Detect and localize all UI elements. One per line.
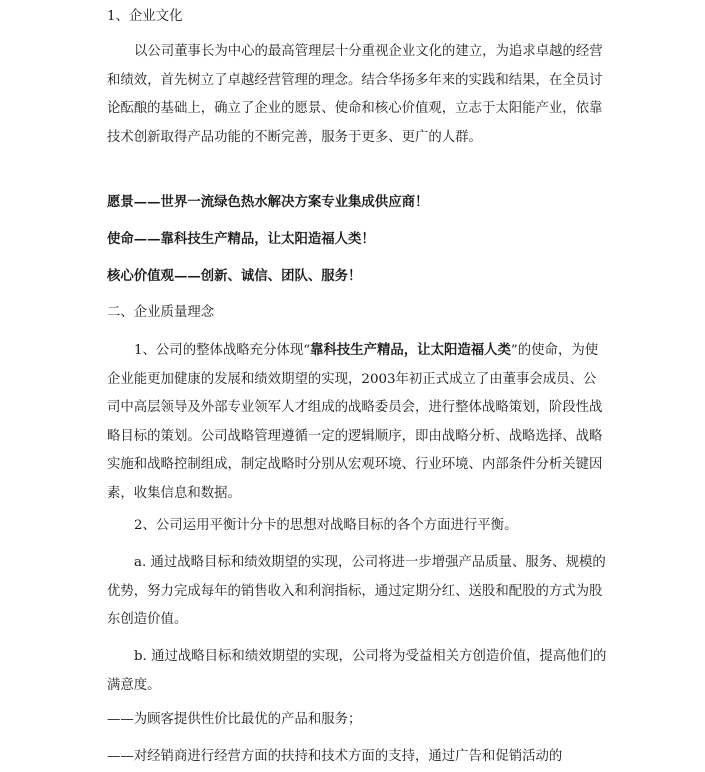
core-values-statement: 核心价值观——创新、诚信、团队、服务！ bbox=[107, 268, 362, 284]
strategy-text-prefix: 1、公司的整体战略充分体现“ bbox=[134, 343, 311, 358]
section-heading-corporate-culture: 1、企业文化 bbox=[107, 9, 183, 24]
paragraph-balanced-scorecard: 2、公司运用平衡计分卡的思想对战略目标的各个方面进行平衡。 bbox=[134, 518, 518, 533]
mission-statement: 使命——靠科技生产精品，让太阳造福人类！ bbox=[107, 231, 375, 247]
vision-statement: 愿景——世界一流绿色热水解决方案专业集成供应商！ bbox=[107, 194, 429, 210]
paragraph-item-b: b. 通过战略目标和绩效期望的实现，公司将为受益相关方创造价值，提高他们的满意度。 bbox=[107, 649, 607, 693]
strategy-text-suffix: ”的使命，为使企业能更加健康的发展和绩效期望的实现，2003年初正式成立了由董事会成员、公司中高层领导及外部专业领军人才组成的战略委员会，进行整体战略策划，阶段性战略目标的策划。公司战略管理遵循一定的逻辑顺序，即由战略分析、战略选择、战略实施和战略控制组成，制定战略时分别从宏观环境、行业环境、内部条件分析关键因素，收集信息和数据。 bbox=[107, 343, 603, 501]
dash-item-distributors: ——对经销商进行经营方面的扶持和技术方面的支持，通过广告和促销活动的 bbox=[107, 749, 563, 764]
paragraph-item-a: a. 通过战略目标和绩效期望的实现，公司将进一步增强产品质量、服务、规模的优势，努力完成每年的销售收入和利润指标，通过定期分红、送股和配股的方式为股东创造价值。 bbox=[107, 555, 606, 628]
strategy-mission-emphasis: 靠科技生产精品，让太阳造福人类 bbox=[310, 342, 511, 358]
paragraph-strategy bbox=[107, 336, 607, 509]
dash-item-customers: ——为顾客提供性价比最优的产品和服务； bbox=[107, 712, 362, 727]
paragraph-culture-intro: 以公司董事长为中心的最高管理层十分重视企业文化的建立，为追求卓越的经营和绩效，首先树立了卓越经营管理的理念。结合华扬多年来的实践和结果，在全员讨论酝酿的基础上，确立了企业的愿景、使命和核心价值观，立志于太阳能产业，依靠技术创新取得产品功能的不断完善，服务于更多、更广的人群。 bbox=[107, 44, 603, 145]
section-heading-quality-philosophy: 二、企业质量理念 bbox=[107, 305, 215, 320]
